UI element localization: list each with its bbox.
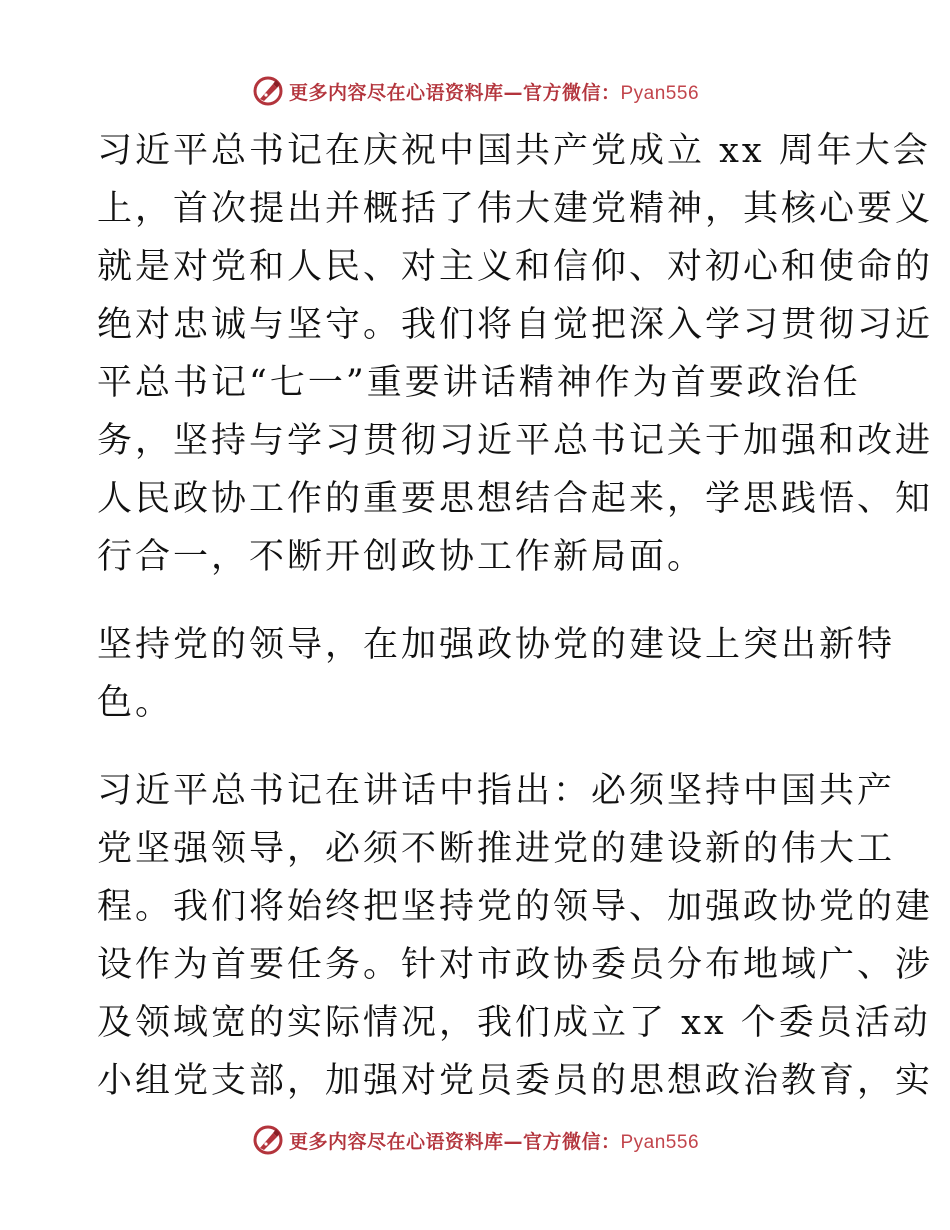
text-line: 党坚强领导，必须不断推进党的建设新的伟大工 [97, 829, 896, 869]
paragraph [97, 616, 896, 732]
footer-watermark [0, 1120, 950, 1160]
text-line: 设作为首要任务。针对市政协委员分布地域广、涉 [97, 945, 934, 985]
paragraph-gap [97, 732, 857, 762]
text-line: 及领域宽的实际情况，我们成立了 xx 个委员活动 [97, 1003, 931, 1043]
text-line: 务，坚持与学习贯彻习近平总书记关于加强和改进 [97, 421, 934, 461]
text-line: 习近平总书记在讲话中指出：必须坚持中国共产 [97, 771, 896, 811]
text-line: 行合一，不断开创政协工作新局面。 [97, 537, 706, 577]
text-line: 坚持党的领导，在加强政协党的建设上突出新特 [97, 625, 896, 665]
text-line: 平总书记“七一”重要讲话精神作为首要政治任 [97, 363, 861, 403]
text-line: 习近平总书记在庆祝中国共产党成立 xx 周年大会 [97, 131, 931, 171]
text-line: 小组党支部，加强对党员委员的思想政治教育，实 [97, 1061, 934, 1101]
paragraph [97, 762, 934, 1110]
pen-nib-logo-icon [251, 1123, 285, 1157]
paragraph-gap [97, 586, 857, 616]
document-body [97, 122, 934, 1110]
text-line: 就是对党和人民、对主义和信仰、对初心和使命的 [97, 247, 934, 287]
text-line: 绝对忠诚与坚守。我们将自觉把深入学习贯彻习近 [97, 305, 934, 345]
text-line: 上，首次提出并概括了伟大建党精神，其核心要义 [97, 189, 934, 229]
watermark-text: 更多内容尽在心语资料库—官方微信：Pyan556 [288, 81, 700, 104]
text-line: 色。 [97, 683, 174, 723]
wechat-id: Pyan556 [620, 1131, 700, 1153]
paragraph [97, 122, 934, 586]
text-line: 程。我们将始终把坚持党的领导、加强政协党的建 [97, 887, 934, 927]
header-watermark [0, 71, 950, 111]
watermark-text: 更多内容尽在心语资料库—官方微信：Pyan556 [288, 1130, 700, 1153]
pen-nib-logo-icon [251, 74, 285, 108]
wechat-id: Pyan556 [620, 82, 700, 104]
text-line: 人民政协工作的重要思想结合起来，学思践悟、知 [97, 479, 934, 519]
